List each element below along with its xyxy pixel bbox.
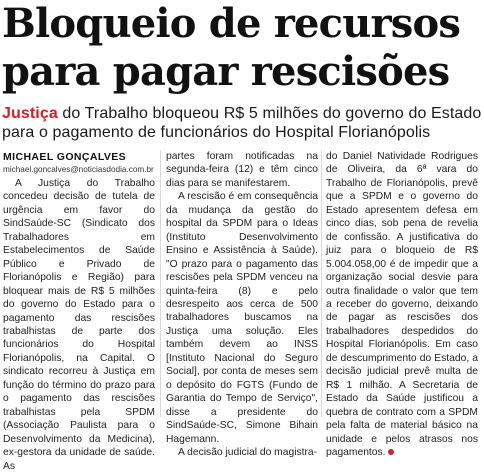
author-email: michael.goncalves@noticiasdodia.com.br: [3, 165, 154, 174]
headline-line-1: Bloqueio de recursos: [2, 0, 461, 47]
column-2-paragraph-3: A decisão judicial do magistra-: [178, 446, 318, 458]
column-2-paragraph-2: A rescisão é em consequência da mudança da gestão do hospital da SPDM para o Ideas (Instituto Desenvolvimento Ensino e Assistência à Saúde). "O prazo para o pagamento das rescisões pela SPDM venceu na quinta-feira (8) e pelo desrespeito aos cerca de 500 trabalhadores buscamos na Justiça uma solução. Eles também devem ao INSS [Instituto Nacional do Seguro Social], por conta de meses sem o depósito do FGTS (Fundo de Garantia do Tempo de Serviço", disse a presidente do SindSaúde-SC, Simone Bihain Hagemann.: [166, 191, 318, 445]
subhead-text: do Trabalho bloqueou R$ 5 milhões do governo do Estado para o pagamento de funcionários do Hospital Florianópolis: [2, 105, 482, 141]
article-column-2: [166, 150, 318, 459]
column-3-paragraph: [326, 150, 478, 459]
headline-line-2: para pagar rescisões: [2, 48, 450, 95]
column-2-paragraph-1: partes foram notificadas na segunda-feira (12) e têm cinco dias para se manifestarem.: [166, 151, 318, 189]
column-3-text: do Daniel Natividade Rodrigues de Oliveira, da 6ª vara do Trabalho de Florianópolis, prevê que a SPDM e o governo do Estado apresentem defesa em cinco dias, sob pena de revelia de confissão. A justificativa do juiz para o bloqueio de R$ 5.004.058,00 é de impedir que a organização social desvie para outra finalidade o valor que tem a receber do governo, deixando de pagar as rescisões dos trabalhadores despedidos do Hospital Florianópolis. Em caso de descumprimento do Estado, a decisão judicial prevê multa de R$ 1 milhão. A Secretaria de Estado da Saúde justificou a quebra de contrato com a SPDM pela falta de material básico na unidade e pelos atrasos nos pagamentos.: [326, 151, 478, 458]
author-name: MICHAEL GONÇALVES: [3, 151, 127, 163]
column-1-paragraph: A Justiça do Trabalho concedeu decisão de tutela de urgência em favor do SindSaúde-SC (Sindicato dos Trabalhadores em Estabelecimentos de Saúde Público e Privado de Florianópolis e Região) para bloquear mais de R$ 5 milhões do governo do Estado para o pagamento das rescisões trabalhistas de parte dos funcionários do Hospital Florianópolis, na Capital. O sindicato recorreu à Justiça em função do término do prazo para o pagamento das rescisões trabalhistas pela SPDM (Associação Paulista para o Desenvolvimento da Medicina), ex-gestora da unidade de saúde. As: [3, 178, 155, 472]
column-divider-1: [160, 150, 161, 417]
byline: [3, 150, 155, 175]
article-column-3: [326, 150, 478, 459]
end-of-article-icon: [388, 449, 394, 455]
article-column-1: [3, 177, 155, 473]
subheadline: [2, 104, 482, 142]
column-divider-2: [321, 150, 322, 417]
headline: [0, 0, 484, 96]
subhead-kicker: Justiça: [2, 105, 58, 122]
